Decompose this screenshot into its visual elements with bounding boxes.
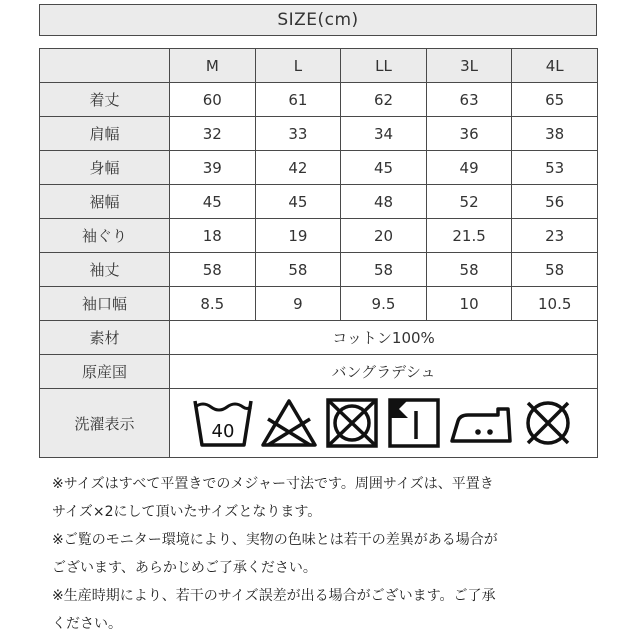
table-cell: 10.5 [512,287,598,321]
size-header: 3L [426,49,512,83]
table-cell: 52 [426,185,512,219]
table-cell: 9.5 [341,287,427,321]
table-cell: 56 [512,185,598,219]
size-table [39,48,598,458]
table-row [40,219,598,253]
table-cell: 19 [255,219,341,253]
table-cell: 36 [426,117,512,151]
table-cell: 62 [341,83,427,117]
note-line: ※サイズはすべて平置きでのメジャー寸法です。周囲サイズは、平置き [52,476,494,492]
care-icons [170,397,597,449]
table-row [40,151,598,185]
wash-40-icon [192,397,254,449]
row-label: 袖ぐり [40,219,170,253]
no-tumble-dry-icon [324,397,380,449]
care-row [40,389,598,458]
table-cell: 61 [255,83,341,117]
table-cell: 9 [255,287,341,321]
table-cell: 63 [426,83,512,117]
wash-temperature: 40 [211,421,234,442]
table-cell: 45 [255,185,341,219]
table-cell: 53 [512,151,598,185]
row-label: 着丈 [40,83,170,117]
table-cell: 58 [512,253,598,287]
table-cell: 58 [426,253,512,287]
origin-value: バングラデシュ [170,355,598,389]
origin-row [40,355,598,389]
row-label: 身幅 [40,151,170,185]
note-line: ※ご覧のモニター環境により、実物の色味とは若干の差異がある場合が [52,532,498,548]
row-label: 袖口幅 [40,287,170,321]
note-line: ございます、あらかじめご了承ください。 [52,560,317,576]
table-row [40,117,598,151]
table-cell: 38 [512,117,598,151]
table-row [40,253,598,287]
size-header: 4L [512,49,598,83]
table-cell: 34 [341,117,427,151]
table-cell: 42 [255,151,341,185]
row-label: 素材 [40,321,170,355]
table-cell: 58 [341,253,427,287]
table-cell: 60 [170,83,256,117]
no-bleach-icon [260,397,318,449]
table-cell: 33 [255,117,341,151]
table-cell: 8.5 [170,287,256,321]
note-line: ※生産時期により、若干のサイズ誤差が出る場合がございます。ご了承 [52,588,496,604]
row-label: 肩幅 [40,117,170,151]
size-header-row [40,49,598,83]
row-label: 原産国 [40,355,170,389]
table-cell: 58 [255,253,341,287]
size-chart-title: SIZE(cm) [39,4,597,36]
table-cell: 65 [512,83,598,117]
table-row [40,185,598,219]
note-line: ください。 [52,616,122,632]
material-value: コットン100% [170,321,598,355]
size-header: LL [341,49,427,83]
table-cell: 32 [170,117,256,151]
table-cell: 23 [512,219,598,253]
note-line: サイズ×2にして頂いたサイズとなります。 [52,504,322,520]
care-symbols [170,389,598,458]
row-label: 袖丈 [40,253,170,287]
size-header: L [255,49,341,83]
line-dry-shade-icon [386,397,442,449]
table-cell: 10 [426,287,512,321]
table-row [40,83,598,117]
table-row [40,287,598,321]
table-cell: 39 [170,151,256,185]
size-header: M [170,49,256,83]
iron-medium-icon [448,397,514,449]
table-cell: 18 [170,219,256,253]
table-cell: 58 [170,253,256,287]
corner-cell [40,49,170,83]
table-cell: 49 [426,151,512,185]
table-cell: 20 [341,219,427,253]
table-cell: 45 [341,151,427,185]
no-dry-clean-icon [520,397,576,449]
row-label: 洗濯表示 [40,389,170,458]
table-cell: 48 [341,185,427,219]
table-cell: 21.5 [426,219,512,253]
material-row [40,321,598,355]
size-notes [52,470,592,638]
row-label: 裾幅 [40,185,170,219]
table-cell: 45 [170,185,256,219]
